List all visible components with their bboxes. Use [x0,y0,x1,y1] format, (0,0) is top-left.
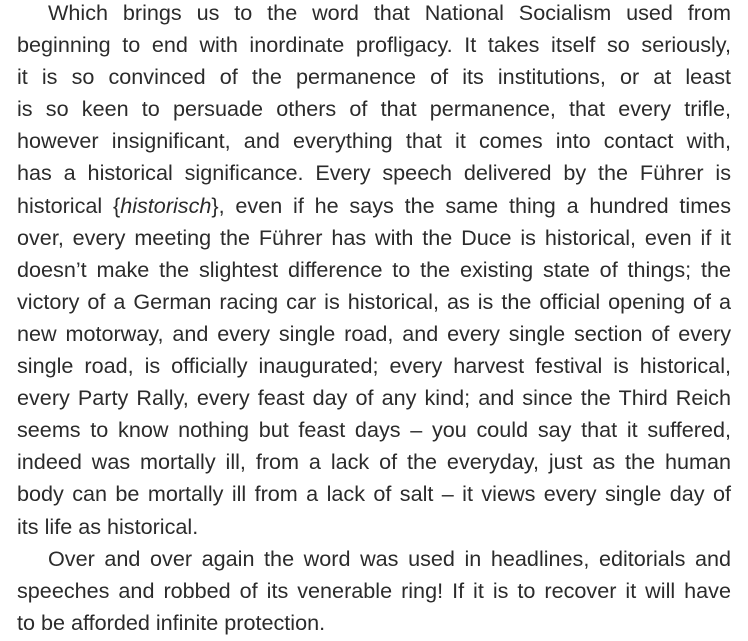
text-line [17,190,731,222]
paragraph-2 [17,543,731,639]
text-line: single road, is officially inaugurated; every harvest festival is historical, [17,353,731,379]
text-line: seems to know nothing but feast days – you could say that it suffered, [17,417,731,443]
text-line: new motorway, and every single road, and every single section of every [17,320,731,346]
text-line: victory of a German racing car is historical, as is the official opening of a [17,288,731,314]
text-line: however insignificant, and everything that it comes into contact with, [17,128,731,154]
text-line: speeches and robbed of its venerable ring! If it is to recover it will have [17,577,731,603]
text-line: every Party Rally, every feast day of any kind; and since the Third Reich [17,385,731,411]
text-line: it is so convinced of the permanence of its institutions, or at least [17,64,731,90]
text-run: historical { [17,192,121,218]
text-line: Over and over again the word was used in headlines, editorials and [48,545,731,571]
text-line: body can be mortally ill from a lack of salt – it views every single day of [17,481,731,507]
paragraph-1 [17,0,731,543]
text-line: Which brings us to the word that National Socialism used from [48,0,731,25]
text-line: is so keen to persuade others of that permanence, that every trifle, [17,96,731,122]
text-line: doesn’t make the slightest difference to the existing state of things; the [17,256,731,282]
text-line: beginning to end with inordinate profligacy. It takes itself so seriously, [17,32,731,58]
text-line: has a historical significance. Every speech delivered by the Führer is [17,160,731,186]
text-line: to be afforded infinite protection. [17,609,326,635]
text-line: over, every meeting the Führer has with the Duce is historical, even if it [17,224,731,250]
text-line: its life as historical. [17,513,199,539]
italic-term: historisch [120,192,212,218]
text-line: indeed was mortally ill, from a lack of the everyday, just as the human [17,449,731,475]
text-run: }, even if he says the same thing a hundred times [211,192,731,218]
document-body [17,0,731,639]
